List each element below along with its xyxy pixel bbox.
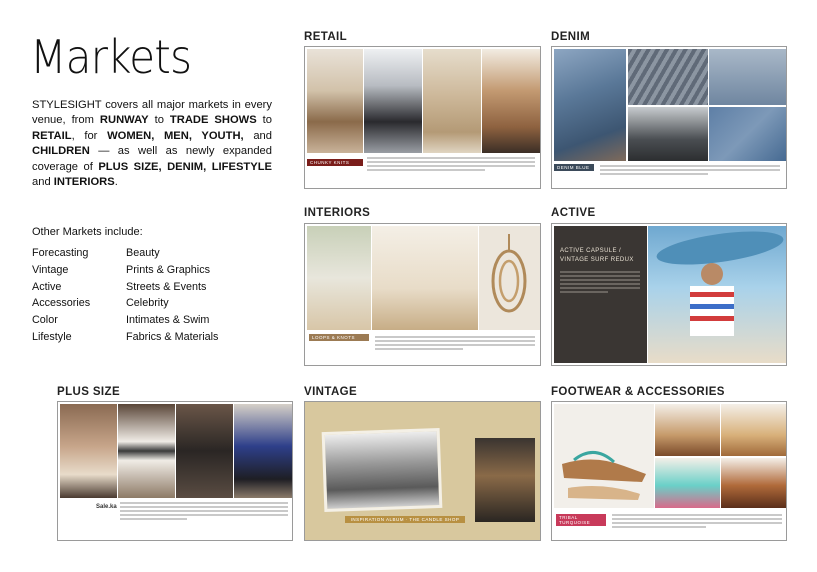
intro-text: , for [71, 129, 108, 142]
retail-tag: CHUNKY KNITS [307, 159, 363, 166]
footwear-photo [655, 458, 720, 508]
footwear-tag: TRIBAL TURQUOISE [556, 514, 606, 526]
market-item: Accessories [32, 297, 91, 310]
knot-icon [479, 226, 540, 330]
vintage-panel [304, 401, 541, 541]
interiors-photo [307, 226, 371, 330]
active-capsule-line2: VINTAGE SURF REDUX [560, 257, 634, 263]
market-item: Streets & Events [126, 280, 207, 293]
footwear-photo [554, 404, 654, 508]
sandal-icon [554, 404, 654, 508]
active-panel [551, 223, 787, 366]
intro-bold: RETAIL [32, 129, 72, 142]
market-item: Forecasting [32, 247, 89, 259]
section-title-footwear: FOOTWEAR & ACCESSORIES [551, 386, 725, 398]
market-item: Prints & Graphics [126, 263, 211, 276]
retail-panel [304, 46, 541, 189]
active-capsule-line1: ACTIVE CAPSULE / [560, 248, 622, 254]
market-item: Fabrics & Materials [126, 330, 219, 343]
section-title-interiors: INTERIORS [304, 207, 371, 219]
intro-paragraph [32, 98, 272, 190]
plus-size-photo [60, 404, 117, 498]
market-item: Celebrity [126, 297, 169, 310]
denim-photo [709, 107, 786, 161]
intro-bold: PLUS SIZE, DENIM, LIFESTYLE [98, 160, 272, 173]
denim-photo [628, 107, 708, 161]
vintage-photo [322, 428, 443, 512]
active-capsule-panel [554, 226, 647, 363]
other-markets-label: Other Markets include: [32, 226, 143, 238]
footwear-photo [721, 404, 786, 456]
intro-bold: INTERIORS [53, 176, 115, 189]
market-item: Lifestyle [32, 330, 72, 343]
market-item: Intimates & Swim [126, 314, 210, 327]
section-title-denim: DENIM [551, 31, 591, 43]
footwear-caption-lines [612, 514, 782, 530]
other-markets-left-list [32, 245, 90, 346]
plus-size-tag: Sale.ka [96, 504, 117, 510]
intro-text: to [256, 114, 272, 127]
market-item: Beauty [126, 247, 160, 259]
other-markets-right-list [126, 245, 218, 346]
interiors-caption-lines [375, 336, 535, 352]
plus-size-photo [118, 404, 175, 498]
footwear-panel [551, 401, 787, 541]
interiors-photo [479, 226, 540, 330]
retail-photo [307, 49, 363, 153]
active-photo [648, 226, 786, 363]
intro-text: and [243, 129, 272, 142]
retail-photo [423, 49, 481, 153]
surfer-illustration [648, 226, 786, 363]
section-title-active: ACTIVE [551, 207, 596, 219]
denim-photo [628, 49, 708, 105]
retail-photo [364, 49, 422, 153]
denim-caption-lines [600, 165, 780, 177]
intro-text: STYLESIGHT covers all major markets in every venue, from [32, 99, 272, 127]
section-title-retail: RETAIL [304, 31, 348, 43]
retail-caption-lines [367, 157, 535, 173]
active-caption-lines [560, 271, 640, 295]
vintage-photo [475, 438, 535, 522]
market-item: Active [32, 280, 62, 293]
denim-photo [554, 49, 626, 161]
plus-size-photo [234, 404, 292, 498]
intro-text: — as well as newly expanded coverage of [32, 145, 272, 173]
denim-panel [551, 46, 787, 189]
intro-text: and [32, 176, 54, 189]
interiors-photo [372, 226, 478, 330]
retail-photo [482, 49, 540, 153]
intro-bold: RUNWAY [99, 114, 149, 127]
market-item: Color [32, 314, 58, 327]
intro-bold: CHILDREN [32, 145, 90, 158]
interiors-panel [304, 223, 541, 366]
intro-bold: WOMEN, MEN, YOUTH, [107, 129, 244, 142]
section-title-vintage: VINTAGE [304, 386, 358, 398]
interiors-tag: LOOPS & KNOTS [309, 334, 369, 341]
market-item: Vintage [32, 263, 69, 276]
intro-text: to [148, 114, 170, 127]
footwear-photo [721, 458, 786, 508]
intro-text: . [114, 176, 118, 189]
denim-tag: DENIM BLUE [554, 164, 594, 171]
footwear-photo [655, 404, 720, 456]
plus-size-photo [176, 404, 233, 498]
section-title-plus-size: PLUS SIZE [57, 386, 121, 398]
plus-size-caption-lines [120, 502, 288, 522]
page-title: Markets [30, 30, 192, 84]
vintage-tag: INSPIRATION ALBUM · THE CANDLE SHOP [345, 516, 465, 523]
plus-size-panel [57, 401, 293, 541]
intro-bold: TRADE SHOWS [169, 114, 257, 127]
denim-photo [709, 49, 786, 105]
